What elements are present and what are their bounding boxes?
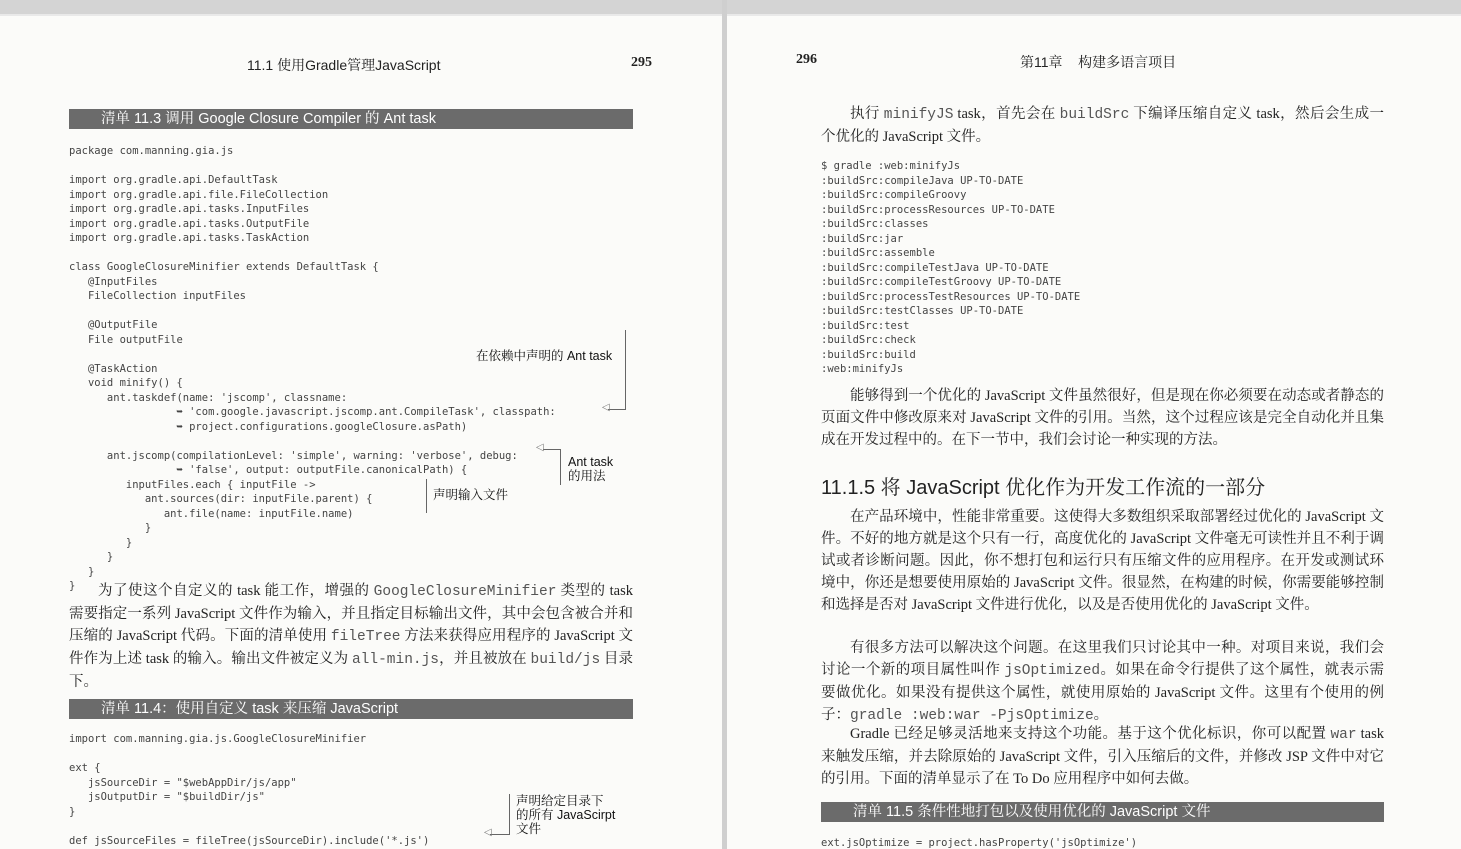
- page-number: 296: [796, 52, 817, 67]
- annotation-arrow-icon: ◁: [484, 827, 492, 838]
- annotation-bracket-line: [625, 330, 626, 409]
- listing-11-4-code: import com.manning.gia.js.GoogleClosureMinifier ext { jsSourceDir = "$webAppDir/js/app" jsOutputDir = "$buildDir/js" } def jsSourceFiles = fileTree(jsSourceDir).include('*.js'): [69, 733, 430, 847]
- annotation-arrow-icon: ◁: [602, 402, 610, 413]
- section-paragraph-3: Gradle 已经足够灵活地来支持这个功能。基于这个优化标识，你可以配置 war task 来触发压缩，并去除原始的 JavaScript 文件，引入压缩后的文件，并修改 JSP 文件中对它的引用。下面的清单显示了在 To Do 应用程序中如何去做。: [821, 726, 1385, 787]
- annotation-ant-task-usage: Ant task 的用法: [568, 455, 614, 483]
- annotation-bracket-line: [560, 449, 561, 485]
- listing-11-3-code: package com.manning.gia.js import org.gradle.api.DefaultTask import org.gradle.api.file.FileCollection import org.gradle.api.tasks.InputFiles import org.gradle.api.tasks.OutputFile import org.gradle.api.tasks.TaskAction class GoogleClosureMinifier extends DefaultTask { @InputFiles FileCollection inputFiles @OutputFile File outputFile @TaskAction void minify() { ant.taskdef(name: 'jscomp', classname: ➥ 'com.google.javascript.jscomp.ant.CompileTask', classpath: ➥ project.configurations.googleClosure.asPath) ant.jscomp(compilationLevel: 'simple', warning: 'verbose', debug: ➥ 'false', output: outputFile.canonicalPath) { inputFiles.each { inputFile -> ant.sources(dir: inputFile.parent) { ant.file(name: inputFile.name) } } } } }: [69, 145, 556, 592]
- previous-page-edge-right: [727, 0, 1461, 14]
- section-paragraph-1: 在产品环境中，性能非常重要。这使得大多数组织采取部署经过优化的 JavaScript 文件。不好的地方就是这个只有一行，高度优化的 JavaScript 文件毫无可读性并且不利于调试或者诊断问题。因此，你不想打包和运行只有压缩文件的应用程序。在开发或测试环境中，你还是想要使用原始的 JavaScript 文件。很显然，在构建的时候，你需要能够控制和选择是否对 JavaScript 文件进行优化，以及是否使用优化的 JavaScript 文件。: [821, 509, 1384, 613]
- previous-page-edge-left: [0, 0, 722, 14]
- annotation-declare-ant-task: 在依赖中声明的 Ant task: [476, 349, 613, 363]
- section-paragraph-2: 有很多方法可以解决这个问题。在这里我们只讨论其中一种。对项目来说，我们会讨论一个新的项目属性叫作 jsOptimized。如果在命令行提供了这个属性，就表示需要做优化。如果没有提供这个属性，就使用原始的 JavaScript 文件。这里有个使用的例子：gradle :web:war -PjsOptimize。: [821, 640, 1384, 724]
- listing-11-5-title: 清单 11.5 条件性地打包以及使用优化的 JavaScript 文件: [821, 802, 1384, 822]
- running-title: 第11章 构建多语言项目: [1020, 54, 1177, 70]
- listing-11-3-title: 清单 11.3 调用 Google Closure Compiler 的 Ant task: [69, 109, 633, 129]
- annotation-declare-input: 声明输入文件: [433, 488, 509, 502]
- annotation-arrow-icon: ◁: [536, 442, 544, 453]
- intro-paragraph: 执行 minifyJS task，首先会在 buildSrc 下编译压缩自定义 task，然后会生成一个优化的 JavaScript 文件。: [821, 106, 1385, 145]
- annotation-bracket-line: [490, 834, 510, 835]
- running-title: 11.1 使用Gradle管理JavaScript: [247, 57, 441, 73]
- annotation-declare-all-js: 声明给定目录下 的所有 JavaScirpt 文件: [516, 794, 616, 836]
- page-number: 295: [631, 55, 652, 70]
- console-output: $ gradle :web:minifyJs :buildSrc:compileJava UP-TO-DATE :buildSrc:compileGroovy :buildSrc:processResources UP-TO-DATE :buildSrc:classes :buildSrc:jar :buildSrc:assemble :buildSrc:compileTestJava UP-TO-DATE :buildSrc:compileTestGroovy UP-TO-DATE :buildSrc:processTestResources UP-TO-DATE :buildSrc:testClasses UP-TO-DATE :buildSrc:test :buildSrc:check :buildSrc:build :web:minifyJs: [821, 160, 1081, 375]
- listing-11-5-code: ext.jsOptimize = project.hasProperty('jsOptimize'): [821, 837, 1138, 849]
- paragraph-after-console: 能够得到一个优化的 JavaScript 文件虽然很好，但是现在你必须要在动态或者静态的页面文件中修改原来对 JavaScript 文件的引用。当然，这个过程应该是完全自动化并且集成在开发过程中的。在下一节中，我们会讨论一种实现的方法。: [821, 388, 1384, 448]
- section-heading: 11.1.5 将 JavaScript 优化作为开发工作流的一部分: [821, 477, 1266, 499]
- body-paragraph: 为了使这个自定义的 task 能工作，增强的 GoogleClosureMinifier 类型的 task 需要指定一系列 JavaScript 文件作为输入，并且指定目标输出文件，其中会包含被合并和压缩的 JavaScript 代码。下面的清单使用 fileTree 方法来获得应用程序的 JavaScript 文件作为上述 task 的输入。输出文件被定义为 all-min.js，并且被放在 build/js 目录下。: [69, 583, 634, 690]
- annotation-bracket-line: [509, 794, 510, 834]
- right-page: [727, 16, 1461, 849]
- annotation-bracket-line: [426, 479, 427, 513]
- listing-11-4-title: 清单 11.4：使用自定义 task 来压缩 JavaScript: [69, 699, 633, 719]
- annotation-bracket-line: [608, 409, 626, 410]
- annotation-bracket-line: [543, 449, 560, 450]
- left-page: [0, 16, 722, 849]
